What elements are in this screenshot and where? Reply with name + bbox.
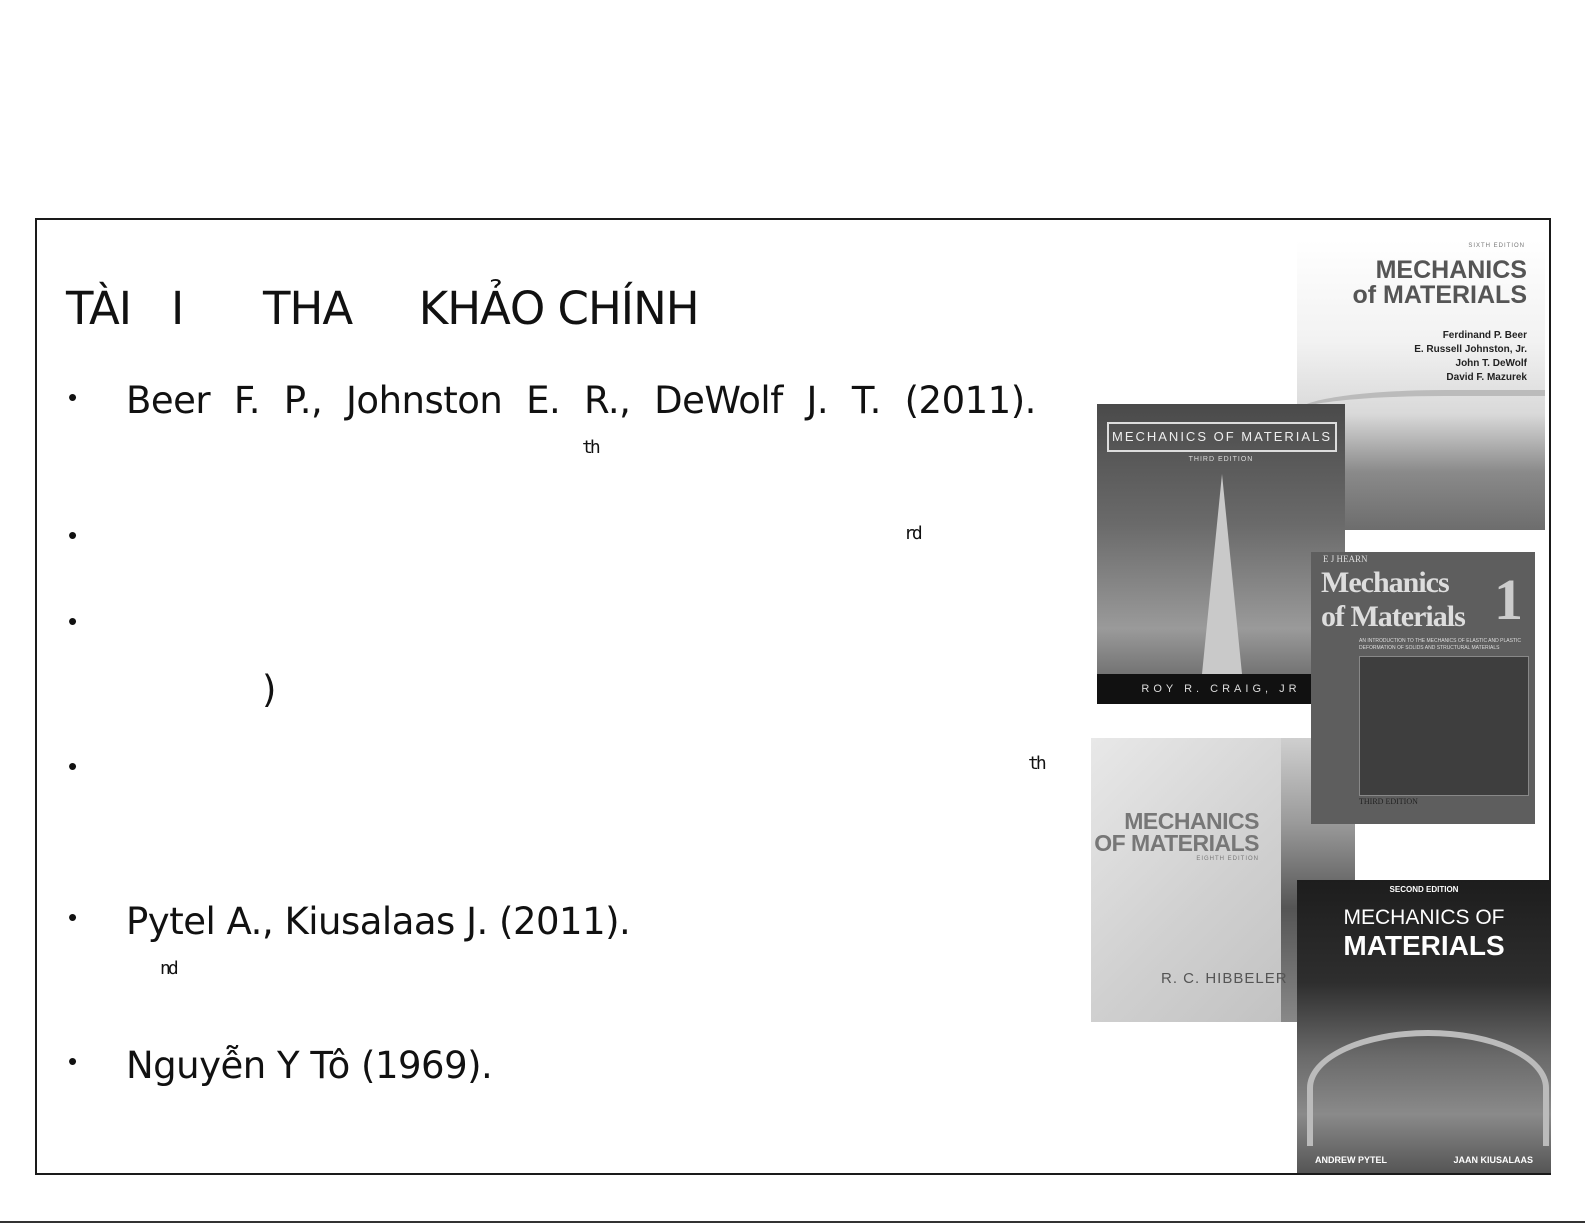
ref-word: R., <box>583 379 631 422</box>
book-edition: THIRD EDITION <box>1359 797 1418 806</box>
book-author: John T. DeWolf <box>1455 358 1527 369</box>
book-title-line: of Materials <box>1321 600 1465 633</box>
bullet-marker: • <box>68 1046 78 1076</box>
arch-structure-illustration <box>1307 1030 1549 1146</box>
book-author: E. Russell Johnston, Jr. <box>1414 344 1527 355</box>
book-author: David F. Mazurek <box>1446 372 1527 383</box>
book-title-line: of MATERIALS <box>1352 281 1527 309</box>
ref-word: F. <box>233 379 260 422</box>
book-cover-hearn <box>1311 552 1535 824</box>
slide-title: TÀI I THA KHẢO CHÍNH <box>66 282 699 335</box>
bullet-marker: • <box>68 606 78 636</box>
reference-pytel: Pytel A., Kiusalaas J. (2011). <box>126 900 631 943</box>
book-author: ANDREW PYTEL <box>1315 1155 1387 1165</box>
superscript-th: th <box>582 437 598 458</box>
book-edition: SECOND EDITION <box>1389 885 1459 894</box>
book-cover-pytel <box>1297 880 1551 1173</box>
bridge-tower-illustration <box>1202 474 1242 674</box>
book-title-line: OF MATERIALS <box>1094 830 1259 856</box>
book-author: ROY R. CRAIG, JR <box>1097 674 1345 704</box>
book-title <box>1352 258 1527 308</box>
superscript-rd: rd <box>904 523 920 544</box>
book-edition: EIGHTH EDITION <box>1196 856 1259 862</box>
ref-word: E. <box>526 379 561 422</box>
bullet-marker: • <box>68 902 78 932</box>
book-title <box>1094 810 1259 854</box>
ref-word: Beer <box>126 379 211 422</box>
book-title-line: Mechanics <box>1321 566 1449 599</box>
superscript-nd: nd <box>160 958 176 979</box>
book-title: MECHANICS OF MATERIALS <box>1107 422 1337 452</box>
book-title <box>1297 906 1551 962</box>
superscript-th: th <box>1028 753 1044 774</box>
book-cover-craig <box>1097 404 1345 704</box>
book-title-line: MATERIALS <box>1343 930 1505 961</box>
book-title-line: MECHANICS <box>1124 808 1259 834</box>
book-edition: THIRD EDITION <box>1188 456 1254 463</box>
ref-word: (2011). <box>904 379 1036 422</box>
ref-word: T. <box>851 379 881 422</box>
ref-word: Johnston <box>346 379 503 422</box>
reference-beer <box>126 379 1036 422</box>
book-author: R. C. HIBBELER <box>1161 970 1288 987</box>
book-title-line: MECHANICS <box>1375 256 1527 284</box>
book-author: E J HEARN <box>1323 554 1368 564</box>
book-author: Ferdinand P. Beer <box>1442 330 1527 341</box>
book-subtitle: AN INTRODUCTION TO THE MECHANICS OF ELASTIC AND PLASTIC DEFORMATION OF SOLIDS AND STRUCTURAL MATERIALS <box>1359 638 1521 651</box>
closing-paren: ) <box>262 668 277 711</box>
book-author: JAAN KIUSALAAS <box>1453 1155 1533 1165</box>
reference-nguyen: Nguyễn Y Tô (1969). <box>126 1044 493 1087</box>
bottom-rule <box>0 1221 1585 1223</box>
book-authors <box>1414 329 1527 385</box>
machine-illustration <box>1359 656 1529 796</box>
book-title <box>1321 566 1465 634</box>
book-edition: SIXTH EDITION <box>1468 243 1525 249</box>
ref-word: P., <box>283 379 323 422</box>
book-title-line: MECHANICS OF <box>1343 906 1505 929</box>
bullet-marker: • <box>68 382 78 412</box>
ref-word: DeWolf <box>654 379 783 422</box>
volume-number: 1 <box>1494 567 1523 632</box>
bullet-marker: • <box>68 520 78 550</box>
bullet-marker: • <box>68 751 78 781</box>
ref-word: J. <box>806 379 829 422</box>
